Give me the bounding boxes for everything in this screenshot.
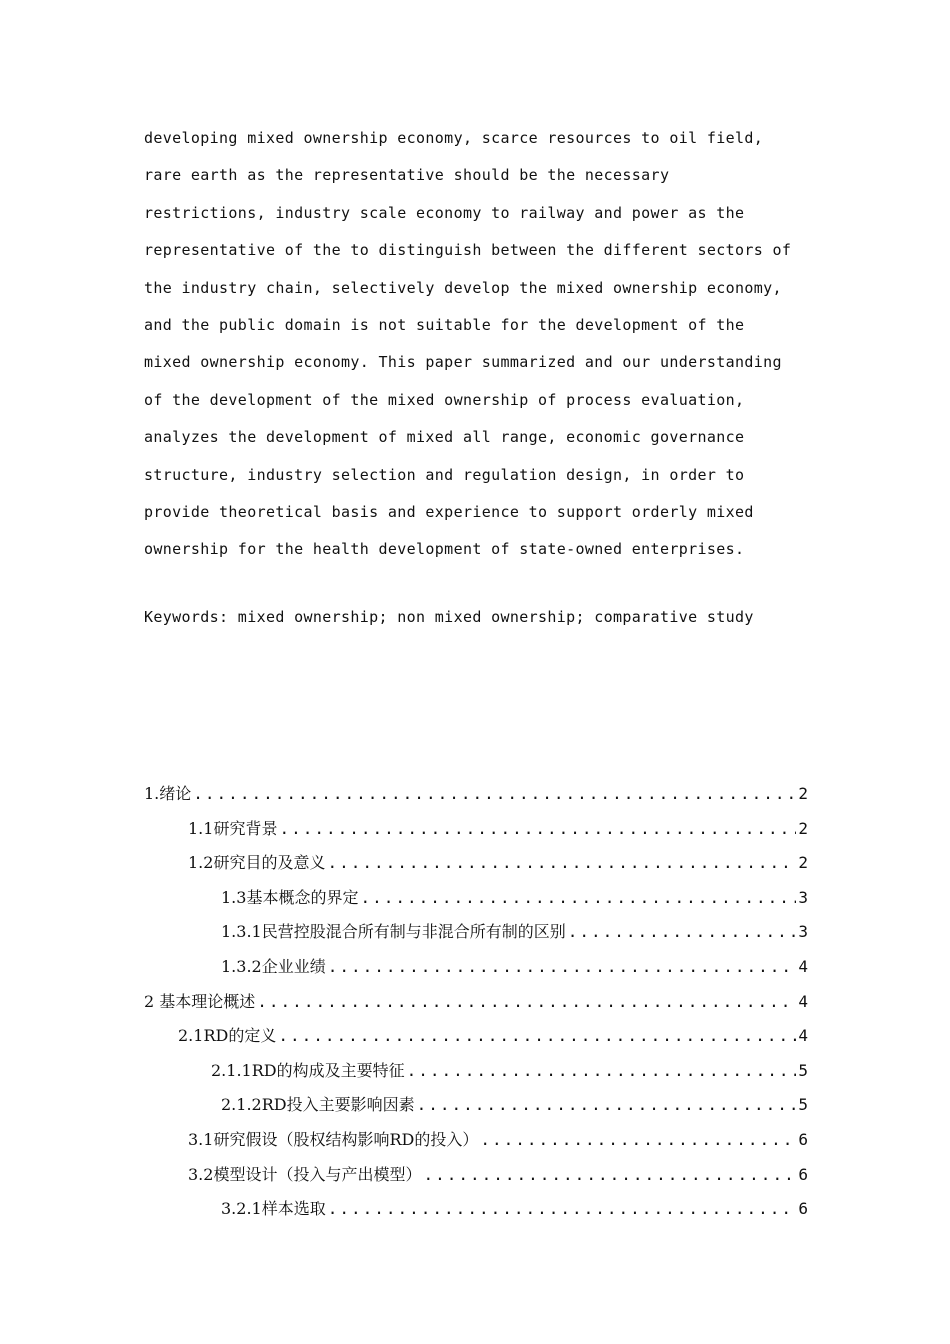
toc-entry-page: 2	[798, 853, 808, 873]
toc-dot-leader	[407, 1054, 797, 1089]
toc-entry-page: 4	[798, 956, 808, 976]
toc-dot-leader	[279, 812, 796, 847]
toc-entry-page: 4	[798, 991, 808, 1011]
toc-entry-page: 6	[798, 1164, 808, 1184]
toc-entry-title: 1.2研究目的及意义	[188, 853, 326, 873]
toc-entry-page: 4	[798, 1026, 808, 1046]
toc-entry-page: 2	[798, 784, 808, 803]
toc-entry[interactable]	[144, 812, 808, 847]
toc-entry[interactable]	[144, 1088, 808, 1123]
abstract-line: representative of the to distinguish between the different sectors of	[144, 241, 792, 260]
toc-entry-title: 2.1.1RD的构成及主要特征	[211, 1060, 405, 1080]
abstract-line: the industry chain, selectively develop the mixed ownership economy,	[144, 278, 782, 297]
toc-entry[interactable]	[144, 915, 808, 950]
abstract-line: of the development of the mixed ownership of process evaluation,	[144, 390, 745, 409]
toc-entry[interactable]	[144, 881, 808, 916]
abstract-line: restrictions, industry scale economy to railway and power as the	[144, 203, 745, 222]
toc-dot-leader	[257, 985, 796, 1020]
toc-dot-leader	[423, 1158, 796, 1193]
abstract-line: rare earth as the representative should be the necessary	[144, 166, 670, 185]
toc-dot-leader	[417, 1088, 797, 1123]
toc-entry[interactable]	[144, 1123, 808, 1158]
toc-entry-page: 5	[798, 1095, 808, 1115]
toc-entry[interactable]	[144, 985, 808, 1020]
toc-entry-page: 5	[798, 1060, 808, 1080]
abstract-line: ownership for the health development of state-owned enterprises.	[144, 540, 745, 559]
keywords-line: Keywords: mixed ownership; non mixed ownership; comparative study	[144, 608, 754, 626]
toc-entry-title: 2.1.2RD投入主要影响因素	[221, 1095, 415, 1115]
abstract-line: provide theoretical basis and experience to support orderly mixed	[144, 502, 754, 521]
toc-entry[interactable]	[144, 950, 808, 985]
toc-entry-title: 2 基本理论概述	[144, 991, 256, 1011]
toc-entry-title: 1.3.1民营控股混合所有制与非混合所有制的区别	[221, 922, 566, 942]
toc-entry[interactable]	[144, 1019, 808, 1054]
toc-entry-title: 1.3基本概念的界定	[221, 887, 359, 907]
toc-entry-title: 1.3.2企业业绩	[221, 956, 326, 976]
toc-entry-title: 1.绪论	[144, 784, 192, 803]
abstract-line: structure, industry selection and regulation design, in order to	[144, 465, 745, 484]
toc-entry[interactable]	[144, 846, 808, 881]
toc-entry-page: 3	[798, 922, 808, 942]
toc-dot-leader	[193, 777, 796, 812]
toc-dot-leader	[278, 1019, 796, 1054]
toc-dot-leader	[360, 881, 796, 916]
abstract-line: and the public domain is not suitable for the development of the	[144, 315, 745, 334]
toc-entry-page: 3	[798, 887, 808, 907]
toc-dot-leader	[328, 950, 797, 985]
table-of-contents	[144, 777, 808, 1227]
toc-entry-page: 6	[798, 1199, 808, 1219]
toc-entry[interactable]	[144, 777, 808, 812]
toc-entry-title: 1.1研究背景	[188, 818, 278, 838]
toc-dot-leader	[568, 915, 797, 950]
toc-entry-page: 6	[798, 1129, 808, 1149]
toc-entry-title: 3.1研究假设（股权结构影响RD的投入）	[188, 1129, 479, 1149]
toc-entry[interactable]	[144, 1192, 808, 1227]
abstract-line: analyzes the development of mixed all range, economic governance	[144, 428, 745, 447]
abstract-line: developing mixed ownership economy, scarce resources to oil field,	[144, 129, 764, 147]
toc-entry-title: 3.2模型设计（投入与产出模型）	[188, 1164, 422, 1184]
toc-entry-title: 2.1RD的定义	[178, 1026, 277, 1046]
toc-entry[interactable]	[144, 1158, 808, 1193]
toc-dot-leader	[328, 1192, 797, 1227]
toc-entry[interactable]	[144, 1054, 808, 1089]
toc-entry-title: 3.2.1样本选取	[221, 1199, 326, 1219]
toc-dot-leader	[327, 846, 796, 881]
toc-dot-leader	[480, 1123, 796, 1158]
toc-entry-page: 2	[798, 818, 808, 838]
abstract-text	[144, 120, 824, 569]
abstract-line: mixed ownership economy. This paper summarized and our understanding	[144, 353, 782, 372]
